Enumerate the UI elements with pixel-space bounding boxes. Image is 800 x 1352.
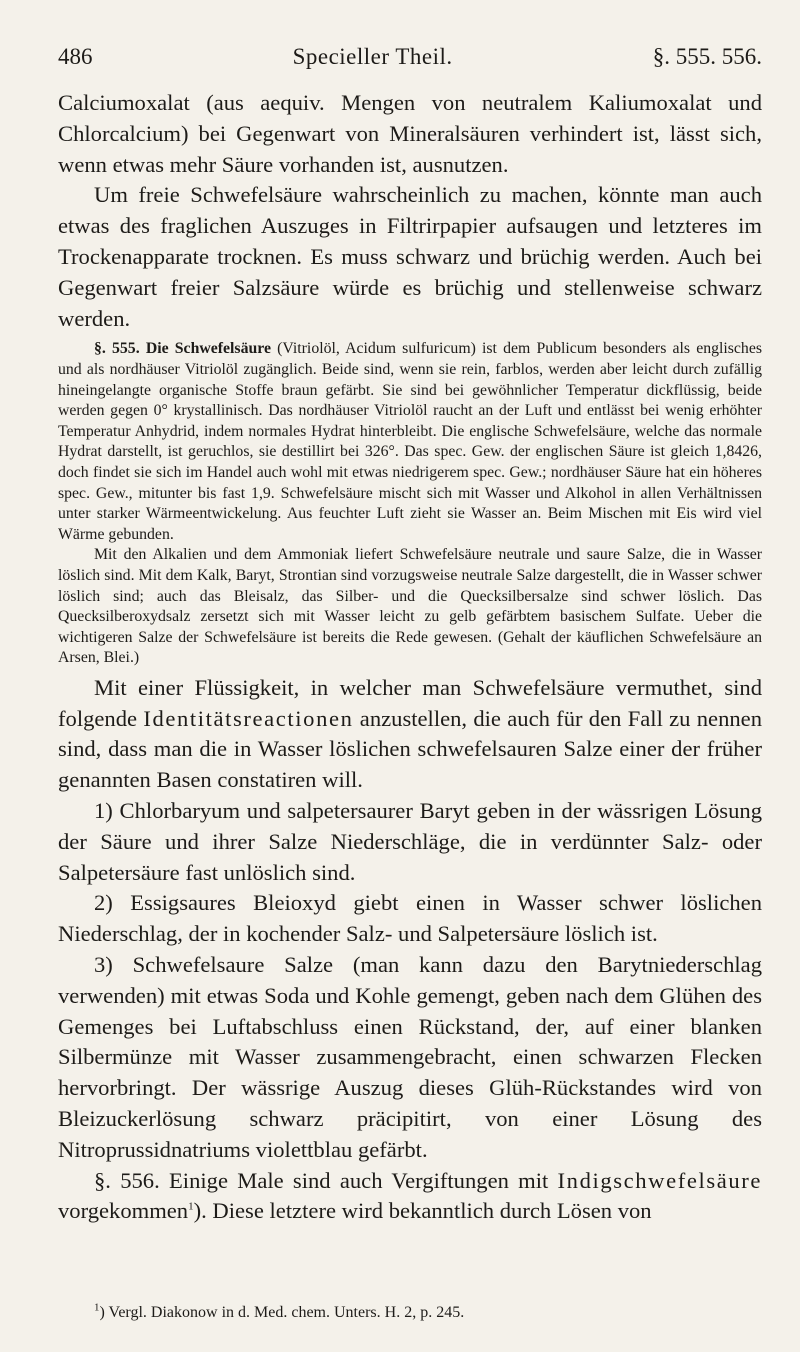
footnote (58, 1303, 762, 1323)
running-title: Specieller Theil. (292, 44, 453, 69)
section-556-text-mid: vorgekommen (58, 1198, 189, 1224)
section-556-text-start: Einige Male sind auch Vergiftungen mit (159, 1167, 558, 1193)
section-reference: §. 555. 556. (652, 44, 762, 69)
section-555-number: §. 555. (94, 340, 140, 358)
footnote-text: ) Vergl. Diakonow in d. Med. chem. Unters. H. 2, p. 245. (99, 1304, 465, 1321)
section-555-paragraph (58, 339, 762, 545)
paragraph-calciumoxalat: Calciumoxalat (aus aequiv. Mengen von neutralem Kaliumoxalat und Chlorcalcium) bei Gegenwart von Mineralsäuren verhindert ist, lässt sich, wenn etwas mehr Säure vorhanden ist, ausnutzen. (58, 90, 762, 177)
identity-text-end: anzustellen, die auch für den Fall zu nennen sind, dass man die in Wasser löslichen schwefelsauren Salze einer der früher genannten Basen constatiren will. (58, 705, 762, 793)
section-556-text-end: ). Diese letztere wird bekanntlich durch Lösen von (193, 1198, 652, 1224)
paragraph-filtrirpapier: Um freie Schwefelsäure wahrscheinlich zu machen, könnte man auch etwas des fraglichen Auszuges in Filtrirpapier aufsaugen und letzteres im Trockenapparate trocknen. Es muss schwarz und brüchig werden. Auch bei Gegenwart freier Salzsäure würde es brüchig und stellenweise schwarz werden. (58, 182, 762, 331)
footnote-marker: 1 (94, 1301, 100, 1314)
paragraph-identity-reactions (58, 673, 762, 796)
section-555-text: (Vitriolöl, Acidum sulfuricum) ist dem Publicum besonders als englisches und als nordhäuser Vitriolöl zugänglich. Beide sind, wenn sie rein, farblos, werden aber leicht durch zufällig hineingelangte organische Stoffe braun gefärbt. Sie sind bei gewöhnlicher Temperatur dickflüssig, beide werden gegen 0° krystallinisch. Das nordhäuser Vitriolöl raucht an der Luft und entlässt bei wenig erhöhter Temperatur Anhydrid, indem normales Hydrat hinterbleibt. Die englische Schwefelsäure, welche das normale Hydrat darstellt, ist geruchlos, sie destillirt bei 326°. Das spec. Gew. der englischen Säure ist gleich 1,8426, doch findet sie sich im Handel auch wohl mit etwas niedrigerem spec. Gew.; nordhäuser Säure hat ein höheres spec. Gew., mitunter bis fast 1,9. Schwefelsäure mischt sich mit Wasser und Alkohol in allen Verhältnissen unter starker Wärmeentwickelung. Aus feuchter Luft zieht sie Wasser an. Beim Mischen mit Eis wird viel Wärme gebunden. (58, 340, 762, 543)
identity-text-start: Mit einer Flüssigkeit, in welcher man Schwefelsäure vermuthet, sind folgende (58, 674, 762, 731)
indigschwefelsaeure-term: Indigschwefelsäure (557, 1167, 762, 1193)
footnote-reference: 1 (188, 1200, 194, 1213)
section-556-number: §. 556. (94, 1167, 160, 1193)
reaction-item-2: 2) Essigsaures Bleioxyd giebt einen in Wasser schwer löslichen Niederschlag, der in kochender Salz- und Salpetersäure löslich ist. (58, 890, 762, 947)
page-number: 486 (58, 44, 93, 69)
section-555-title: Die Schwefelsäure (145, 340, 272, 358)
reaction-item-3: 3) Schwefelsaure Salze (man kann dazu den Barytniederschlag verwenden) mit etwas Soda und Kohle gemengt, geben nach dem Glühen des Gemenges bei Luftabschluss einen Rückstand, der, auf einer blanken Silbermünze mit Wasser zusammengebracht, einen schwarzen Flecken hervorbringt. Der wässrige Auszug dieses Glüh-Rückstandes wird von Bleizuckerlösung schwarz präcipitirt, von einer Lösung des Nitroprussidnatriums violettblau gefärbt. (58, 952, 762, 1162)
running-head (58, 44, 762, 80)
section-555-salts-paragraph: Mit den Alkalien und dem Ammoniak liefert Schwefelsäure neutrale und saure Salze, die in Wasser löslich sind. Mit dem Kalk, Baryt, Strontian sind vorzugsweise neutrale Salze dargestellt, die in Wasser schwer löslich sind; auch das Bleisalz, das Silber- und die Quecksilbersalze sind schwer löslich. Das Quecksilberoxydsalz zersetzt sich mit Wasser leicht zu gelb gefärbtem basischem Sulfate. Ueber die wichtigeren Salze der Schwefelsäure ist bereits die Rede gewesen. (Gehalt der käuflichen Schwefelsäure an Arsen, Blei.) (58, 546, 762, 667)
identity-reactions-term: Identitätsreactionen (143, 705, 354, 731)
section-556-paragraph (58, 1166, 762, 1228)
reaction-item-1: 1) Chlorbaryum und salpetersaurer Baryt geben in der wässrigen Lösung der Säure und ihrer Salze Niederschläge, die in verdünnter Salz- oder Salpetersäure fast unlöslich sind. (58, 798, 762, 885)
